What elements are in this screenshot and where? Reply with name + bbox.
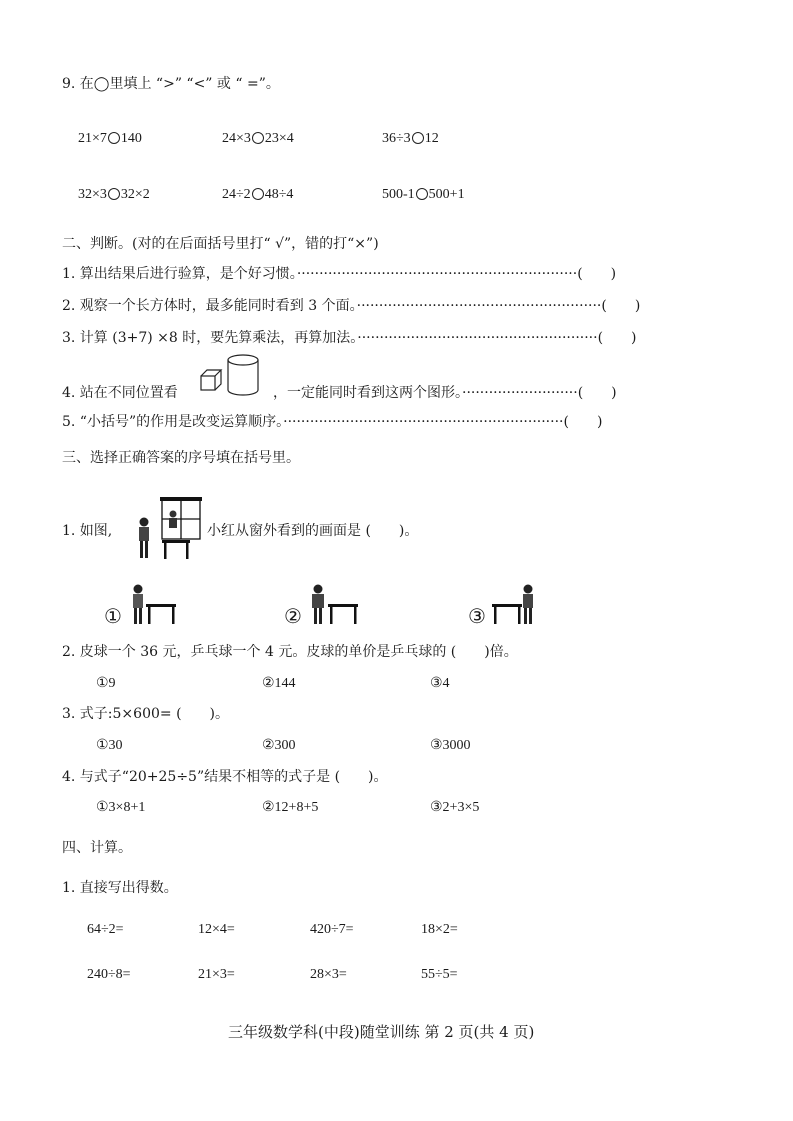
choice-q2-option-2[interactable]: ②144 [262, 676, 296, 691]
answer-circle[interactable] [412, 132, 424, 144]
cube-depth [201, 370, 221, 390]
judge-item-3: 3. 计算 (3+7) ×8 时，要先算乘法，再算加法。······················································( ) [62, 330, 637, 346]
q9-item-5: 24÷2 48÷4 [222, 187, 294, 202]
cube-front [201, 376, 215, 390]
q9-item-4: 32×3 32×2 [78, 187, 150, 202]
judge-item-5: 5. “小括号”的作用是改变运算顺序。·······························································( ) [62, 414, 603, 430]
q9-item-2: 24×3 23×4 [222, 131, 294, 146]
judge-item-1: 1. 算出结果后进行验算，是个好习惯。·······························································( ) [62, 266, 617, 282]
q9-item-6: 500-1 500+1 [382, 187, 465, 202]
calc-item: 21×3= [198, 967, 235, 982]
section-4-title: 四、计算。 [62, 840, 132, 856]
cylinder-top [228, 355, 258, 365]
option-2-label[interactable]: ② [284, 604, 302, 628]
choice-q4-option-3[interactable]: ③2+3×5 [430, 800, 480, 815]
calc-q1: 1. 直接写出得数。 [62, 880, 178, 896]
answer-paren[interactable]: ( ) [577, 385, 617, 401]
choice-q3-option-3[interactable]: ③3000 [430, 738, 471, 753]
calc-item: 64÷2= [87, 922, 124, 937]
option-1-figure [128, 582, 180, 628]
answer-circle[interactable] [416, 188, 428, 200]
calc-item: 420÷7= [310, 922, 354, 937]
choice-q3: 3. 式子:5×600= ( )。 [62, 706, 229, 722]
page-footer: 三年级数学科(中段)随堂训练 第 2 页(共 4 页) [228, 1023, 535, 1041]
table-top [162, 540, 190, 543]
section-2-title: 二、判断。(对的在后面括号里打“ √”，错的打“×”) [62, 236, 379, 252]
choice-q2-option-3[interactable]: ③4 [430, 676, 450, 691]
girl-body [139, 527, 149, 541]
answer-paren[interactable]: ( ) [577, 266, 617, 282]
cube-cylinder-figure [199, 352, 271, 402]
choice-q4: 4. 与式子“20+25÷5”结果不相等的式子是 ( )。 [62, 769, 388, 785]
judge-item-4-text-a: 4. 站在不同位置看 [62, 385, 178, 401]
option-3-label[interactable]: ③ [468, 604, 486, 628]
option-2-figure [308, 582, 364, 628]
calc-item: 28×3= [310, 967, 347, 982]
section-3-title: 三、选择正确答案的序号填在括号里。 [62, 450, 300, 466]
answer-paren[interactable]: ( ) [563, 414, 603, 430]
person-in-window-icon [170, 511, 177, 518]
answer-circle[interactable] [252, 132, 264, 144]
answer-paren[interactable]: ( ) [601, 298, 641, 314]
choice-q1-suffix: 小红从窗外看到的画面是 ( )。 [207, 523, 419, 539]
choice-q4-option-1[interactable]: ①3×8+1 [96, 800, 146, 815]
choice-q3-option-1[interactable]: ①30 [96, 738, 123, 753]
calc-item: 55÷5= [421, 967, 458, 982]
calc-item: 240÷8= [87, 967, 131, 982]
calc-item: 12×4= [198, 922, 235, 937]
q9-item-1: 21×7 140 [78, 131, 142, 146]
choice-q2: 2. 皮球一个 36 元，乒乓球一个 4 元。皮球的单价是乒乓球的 ( )倍。 [62, 644, 518, 660]
choice-q1-prefix: 1. 如图, [62, 523, 113, 539]
q9-title: 9. 在◯里填上 “>” “<” 或 “ =”。 [62, 76, 280, 92]
choice-q3-option-2[interactable]: ②300 [262, 738, 296, 753]
girl-window-table-figure [132, 496, 204, 562]
answer-circle[interactable] [252, 188, 264, 200]
option-3-figure [490, 582, 540, 628]
q9-item-3: 36÷3 12 [382, 131, 439, 146]
choice-q4-option-2[interactable]: ②12+8+5 [262, 800, 319, 815]
answer-circle[interactable] [108, 132, 120, 144]
judge-item-2: 2. 观察一个长方体时，最多能同时看到 3 个面。·······················································( ) [62, 298, 641, 314]
calc-item: 18×2= [421, 922, 458, 937]
option-1-label[interactable]: ① [104, 604, 122, 628]
choice-q2-option-1[interactable]: ①9 [96, 676, 116, 691]
window-sill-top [160, 497, 202, 501]
answer-circle[interactable] [108, 188, 120, 200]
girl-head-icon [140, 518, 149, 527]
answer-paren[interactable]: ( ) [597, 330, 637, 346]
judge-item-4-text-b: ，一定能同时看到这两个图形。··························( ) [273, 385, 617, 401]
